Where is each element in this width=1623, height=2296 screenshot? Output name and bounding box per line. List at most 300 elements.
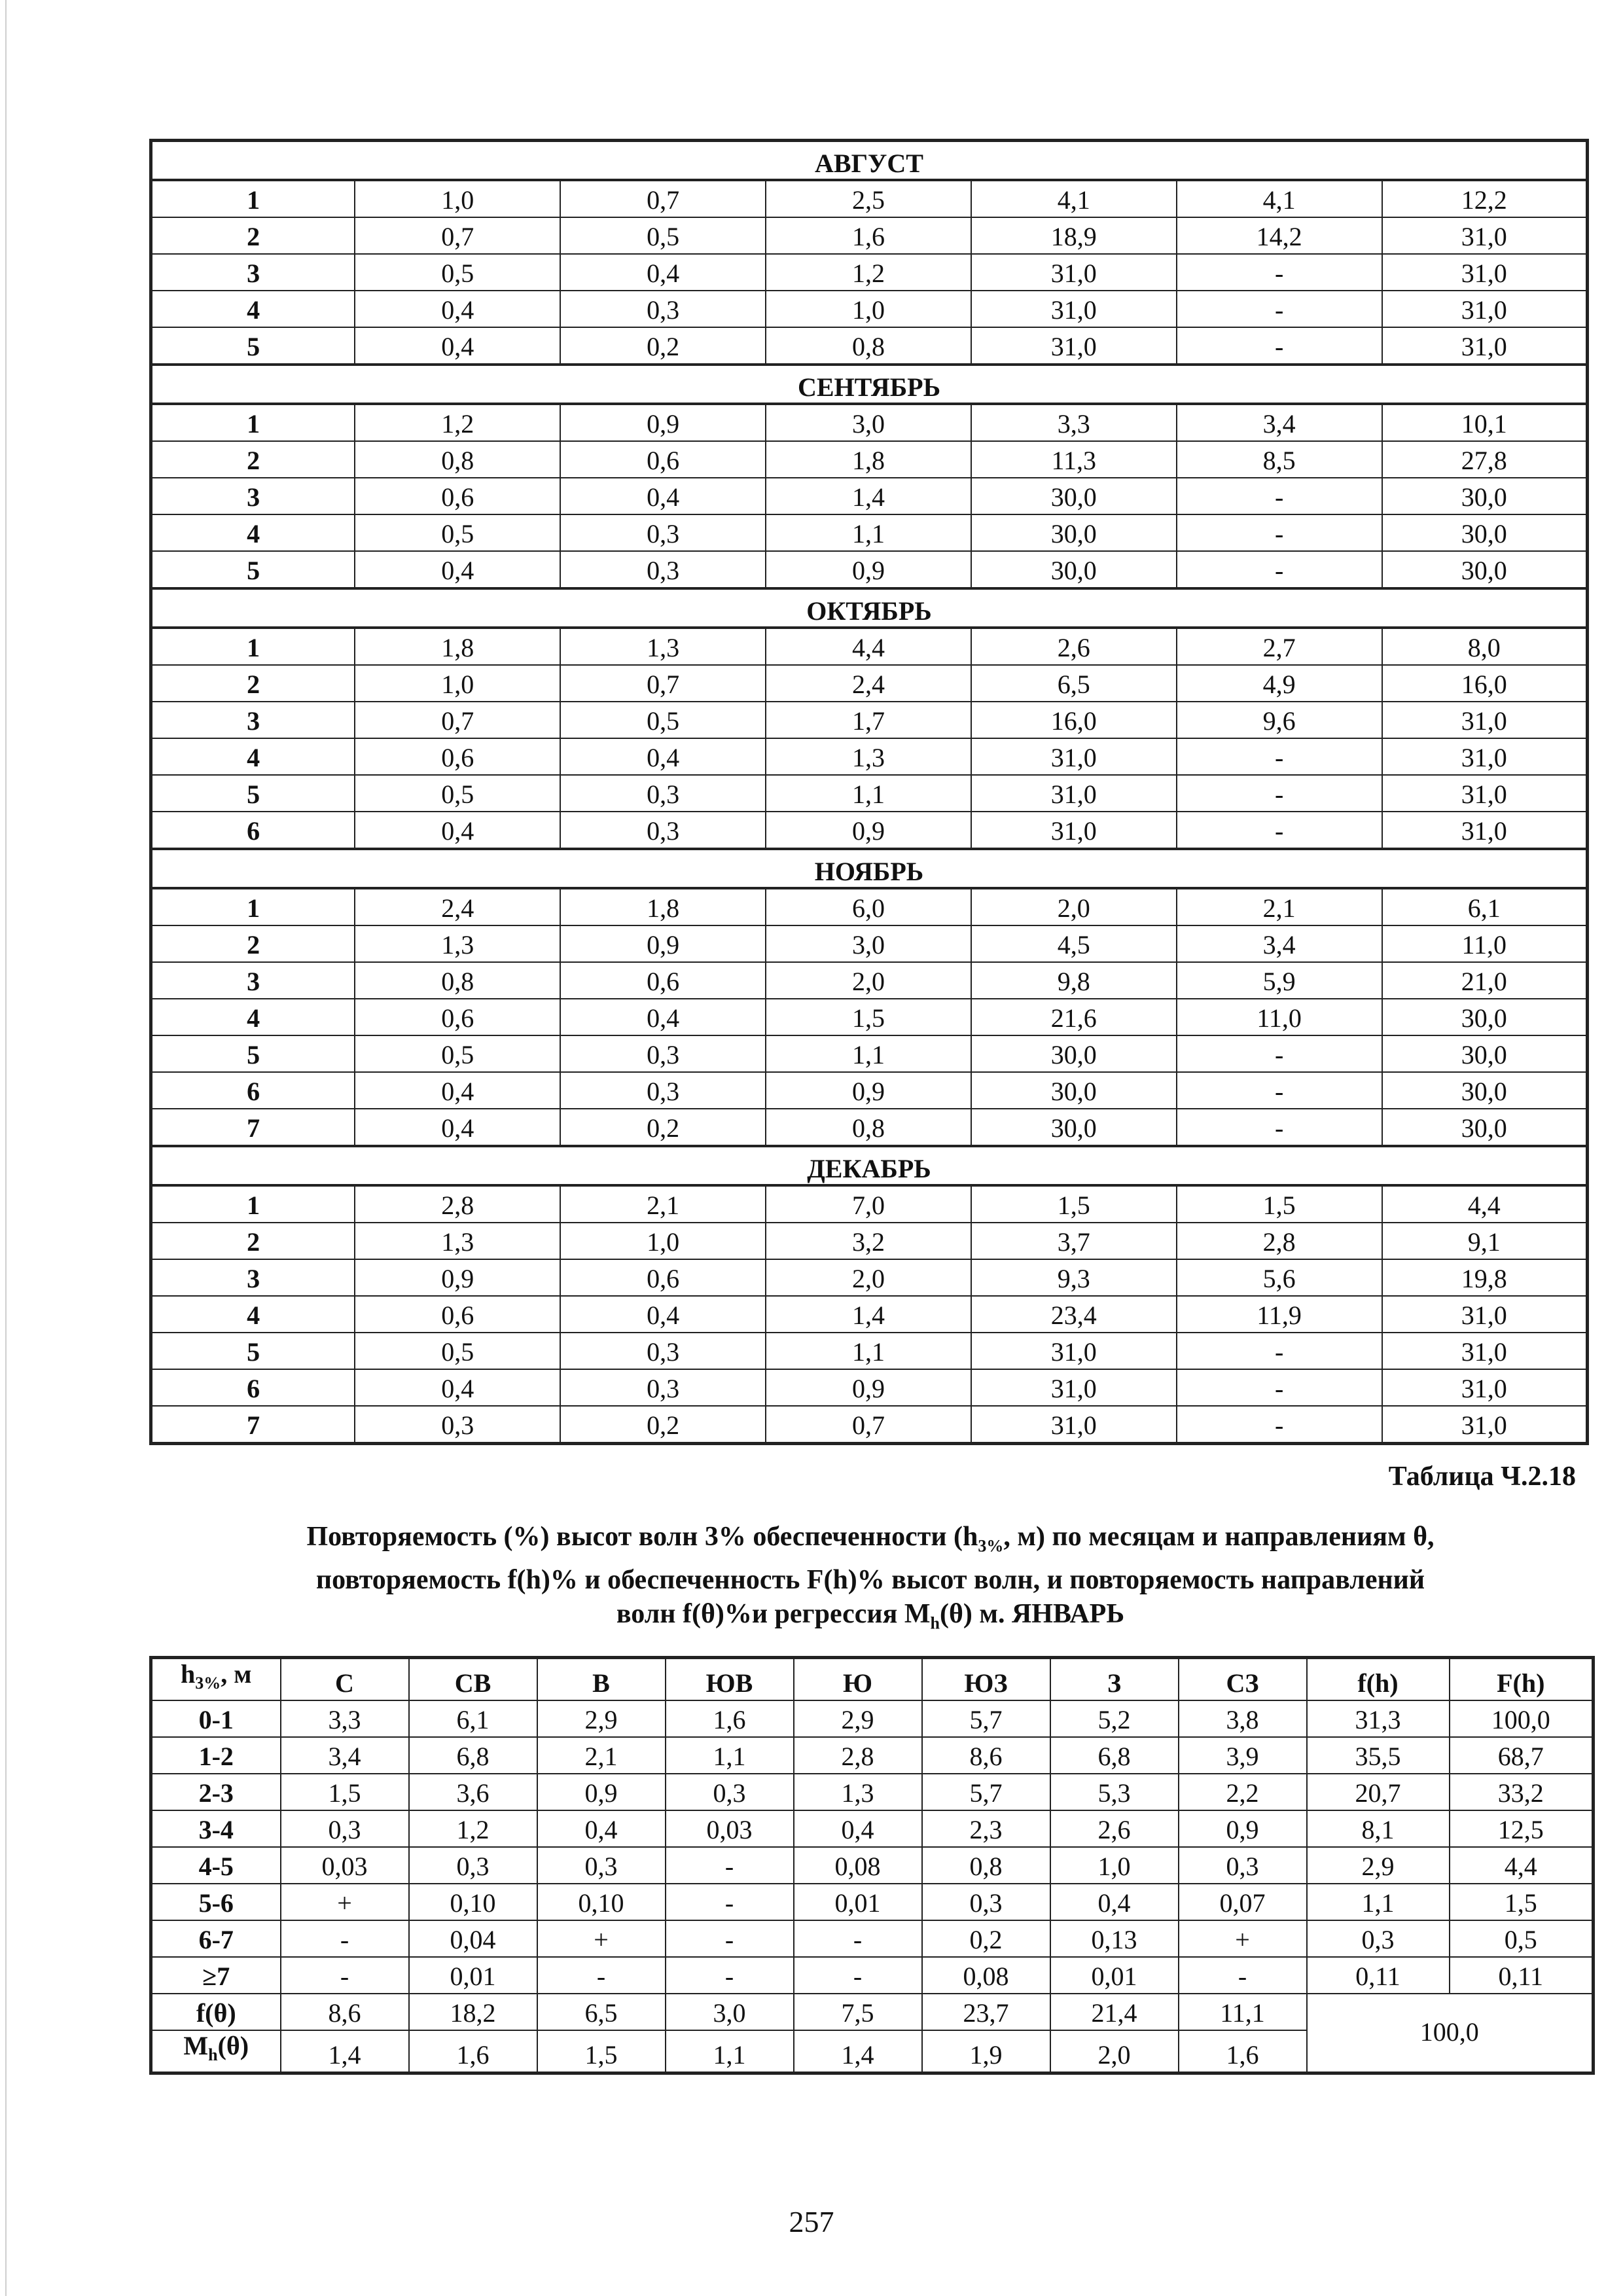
table-cell: 30,0 [1382,1072,1588,1109]
table-cell: 0,9 [766,812,971,849]
table-cell: - [666,1957,794,1994]
table-cell: 30,0 [971,1072,1177,1109]
table-cell: 0,2 [560,327,766,365]
table-cell: 31,0 [1382,738,1588,775]
column-header: Ю [794,1658,922,1701]
column-header: F(h) [1450,1658,1594,1701]
table-cell: 0,9 [1179,1810,1307,1847]
table-cell: - [1177,1072,1382,1109]
table-cell: 0,13 [1050,1920,1179,1957]
table-cell: 0,3 [560,1072,766,1109]
table-cell: 23,7 [922,1994,1050,2030]
table-row [151,999,1588,1035]
table-cell: 3,6 [409,1774,537,1810]
table-cell: 1,1 [1307,1884,1450,1920]
table-row [151,775,1588,812]
caption-line-3: волн f(θ)%и регрессия $M_h(\theta)$ м. ЯНВАРЬ [616,1599,1125,1633]
table-row [151,217,1588,254]
table-cell: 0,11 [1307,1957,1450,1994]
table-cell: + [281,1884,409,1920]
table-cell: - [794,1957,922,1994]
table-cell: - [666,1920,794,1957]
table-cell: 0,01 [409,1957,537,1994]
table-row [151,738,1588,775]
table-cell: 0,01 [794,1884,922,1920]
table-cell: 2,4 [355,888,560,925]
table-cell: 68,7 [1450,1737,1594,1774]
table-cell: 1,2 [766,254,971,291]
table-cell: 1,6 [766,217,971,254]
table-cell: 0,4 [355,1072,560,1109]
table-row [151,291,1588,327]
table-cell: 1,4 [766,1296,971,1333]
table-cell: 30,0 [1382,478,1588,514]
table-row [151,702,1588,738]
row-number: 3 [151,1259,355,1296]
table-cell: 2,9 [537,1700,666,1737]
table-cell: 5,6 [1177,1259,1382,1296]
table-cell: - [537,1957,666,1994]
table-cell: 31,0 [971,1369,1177,1406]
month-row [151,849,1588,888]
table-cell: 1,1 [766,514,971,551]
table-cell: 16,0 [1382,665,1588,702]
row-header: 1-2 [151,1737,281,1774]
table-cell: 30,0 [971,514,1177,551]
row-number: 4 [151,1296,355,1333]
table-cell: - [1177,812,1382,849]
table-cell: 2,1 [1177,888,1382,925]
table-cell: 8,6 [281,1994,409,2030]
page-number: 257 [789,2205,834,2238]
row-number: 1 [151,628,355,665]
table-cell: - [281,1920,409,1957]
table-cell: 0,3 [560,514,766,551]
table-cell: 0,7 [355,702,560,738]
month-row [151,365,1588,404]
table-cell: 0,6 [560,1259,766,1296]
table-cell: 31,0 [971,327,1177,365]
wave-height-table-january [149,1656,1595,2075]
table-cell: 6,1 [1382,888,1588,925]
table-cell: 1,8 [355,628,560,665]
table-cell: 8,1 [1307,1810,1450,1847]
row-number: 2 [151,1223,355,1259]
table-cell: 2,8 [1177,1223,1382,1259]
table-cell: 1,2 [409,1810,537,1847]
table-row [151,665,1588,702]
row-number: 7 [151,1109,355,1146]
table-cell: 0,4 [794,1810,922,1847]
row-header: f(θ) [151,1994,281,2030]
table-cell: 0,08 [922,1957,1050,1994]
table-row [151,478,1588,514]
table-cell: 8,6 [922,1737,1050,1774]
table-cell: 1,9 [922,2030,1050,2073]
table-cell: 1,4 [281,2030,409,2073]
row-number: 1 [151,888,355,925]
table-row [151,628,1588,665]
table-cell: 0,6 [560,962,766,999]
table-cell: 1,6 [666,1700,794,1737]
table-cell: 6,1 [409,1700,537,1737]
table-cell: 0,4 [355,551,560,588]
table-cell: 4,1 [1177,180,1382,217]
table-cell: 1,5 [281,1774,409,1810]
f-theta-row [151,1994,1594,2030]
table-cell: 2,2 [1179,1774,1307,1810]
table-cell: 31,0 [1382,217,1588,254]
column-header: З [1050,1658,1179,1701]
table-cell: - [666,1847,794,1884]
table-cell: 0,5 [355,1333,560,1369]
row-number: 6 [151,1072,355,1109]
table-row [151,888,1588,925]
table-row [151,327,1588,365]
table-cell: 6,5 [971,665,1177,702]
table-cell: 2,1 [560,1185,766,1223]
table-cell: 30,0 [1382,551,1588,588]
table-cell: 0,3 [1307,1920,1450,1957]
table-row [151,180,1588,217]
table-cell: 19,8 [1382,1259,1588,1296]
table-cell: 0,6 [355,478,560,514]
table-cell: 0,3 [666,1774,794,1810]
table-cell: - [1177,327,1382,365]
table-cell: 12,5 [1450,1810,1594,1847]
table-row [151,1259,1588,1296]
table-cell: 0,4 [355,812,560,849]
table-cell: - [1177,1369,1382,1406]
table-cell: 0,7 [355,217,560,254]
row-number: 1 [151,1185,355,1223]
table-cell: 0,3 [560,812,766,849]
table-cell: 1,5 [1177,1185,1382,1223]
row-number: 5 [151,551,355,588]
table-cell: 0,4 [537,1810,666,1847]
table-cell: 30,0 [971,551,1177,588]
table-cell: 4,4 [1382,1185,1588,1223]
table-cell: 12,2 [1382,180,1588,217]
table-cell: 0,2 [560,1406,766,1444]
table-cell: 1,1 [766,1333,971,1369]
column-header: СЗ [1179,1658,1307,1701]
table-cell: - [1177,254,1382,291]
table-cell: 0,5 [560,702,766,738]
table-row [151,1333,1588,1369]
table-cell: 1,6 [1179,2030,1307,2073]
table-cell: 8,5 [1177,441,1382,478]
table-cell: 31,0 [1382,702,1588,738]
table-cell: 0,07 [1179,1884,1307,1920]
table-cell: 2,7 [1177,628,1382,665]
table-cell: 31,0 [971,1406,1177,1444]
month-heading: ОКТЯБРЬ [151,588,1588,628]
table-cell: 0,01 [1050,1957,1179,1994]
table-cell: 11,3 [971,441,1177,478]
table-row [151,1884,1594,1920]
table-cell: 0,5 [355,514,560,551]
table-cell: 0,3 [560,551,766,588]
table-cell: 30,0 [1382,1035,1588,1072]
row-number: 3 [151,478,355,514]
table-row [151,1920,1594,1957]
table-cell: 2,5 [766,180,971,217]
table-cell: 0,6 [355,738,560,775]
table-cell: 1,4 [766,478,971,514]
table-cell: 1,7 [766,702,971,738]
table-cell: 0,2 [922,1920,1050,1957]
upper-table-body [151,141,1588,1444]
table-cell: - [1177,291,1382,327]
row-number: 2 [151,217,355,254]
header-row [151,1658,1594,1701]
table-cell: 7,5 [794,1994,922,2030]
table-cell: 30,0 [1382,514,1588,551]
table-cell: 5,7 [922,1774,1050,1810]
table-row [151,925,1588,962]
table-cell: 1,1 [766,1035,971,1072]
table-cell: 0,08 [794,1847,922,1884]
row-number: 7 [151,1406,355,1444]
caption-line-2: повторяемость f(h)% и обеспеченность F(h)% высот волн, и повторяемость направлений [315,1565,1425,1596]
table-row [151,1774,1594,1810]
table-cell: 6,0 [766,888,971,925]
table-cell: 4,5 [971,925,1177,962]
row-number: 2 [151,441,355,478]
table-cell: 3,0 [766,404,971,441]
table-row [151,1700,1594,1737]
month-heading: ДЕКАБРЬ [151,1146,1588,1185]
table-cell: 10,1 [1382,404,1588,441]
table-row [151,1810,1594,1847]
row-number: 1 [151,180,355,217]
row-number: 2 [151,925,355,962]
table-cell: 20,7 [1307,1774,1450,1810]
table-cell: 1,0 [560,1223,766,1259]
table-cell: - [1177,1035,1382,1072]
row-number: 4 [151,999,355,1035]
table-cell: 0,4 [560,1296,766,1333]
table-cell: 31,0 [1382,1369,1588,1406]
table-cell: 100,0 [1450,1700,1594,1737]
table-cell: 1,5 [1450,1884,1594,1920]
table-row [151,1035,1588,1072]
table-cell: + [537,1920,666,1957]
table-cell: 1,0 [355,180,560,217]
table-cell: 0,4 [355,1109,560,1146]
table-cell: 31,0 [1382,291,1588,327]
table-cell: 0,9 [766,1072,971,1109]
table-cell: 0,3 [560,1369,766,1406]
table-cell: 31,0 [971,291,1177,327]
table-cell: 3,3 [971,404,1177,441]
table-cell: - [1179,1957,1307,1994]
table-row [151,514,1588,551]
table-cell: - [666,1884,794,1920]
table-cell: 11,0 [1177,999,1382,1035]
table-cell: 4,9 [1177,665,1382,702]
table-cell: 2,6 [1050,1810,1179,1847]
table-cell: - [1177,478,1382,514]
row-number: 6 [151,1369,355,1406]
table-cell: - [1177,775,1382,812]
table-cell: 0,5 [355,775,560,812]
table-cell: 21,0 [1382,962,1588,999]
row-number: 3 [151,962,355,999]
table-cell: 0,9 [766,1369,971,1406]
row-header: ≥7 [151,1957,281,1994]
table-cell: 3,9 [1179,1737,1307,1774]
table-cell: 0,8 [766,327,971,365]
table-cell: 1,3 [355,925,560,962]
row-number: 3 [151,254,355,291]
table-cell: 27,8 [1382,441,1588,478]
table-cell: 2,4 [766,665,971,702]
table-cell: 0,3 [560,1333,766,1369]
table-cell: 1,3 [355,1223,560,1259]
table-cell: - [794,1920,922,1957]
table-cell: 0,11 [1450,1957,1594,1994]
table-cell: - [1177,551,1382,588]
table-cell: 30,0 [971,1035,1177,1072]
table-cell: 3,4 [1177,925,1382,962]
table-cell: 0,03 [281,1847,409,1884]
table-cell: 30,0 [971,478,1177,514]
column-header: f(h) [1307,1658,1450,1701]
table-cell: 8,0 [1382,628,1588,665]
table-cell: 3,2 [766,1223,971,1259]
row-number: 6 [151,812,355,849]
month-heading: НОЯБРЬ [151,849,1588,888]
table-cell: 31,0 [971,1333,1177,1369]
table-row [151,1072,1588,1109]
row-number: 4 [151,291,355,327]
table-cell: + [1179,1920,1307,1957]
table-cell: 0,3 [537,1847,666,1884]
table-cell: 5,2 [1050,1700,1179,1737]
table-cell: 1,3 [766,738,971,775]
row-header: 3-4 [151,1810,281,1847]
table-cell: 3,4 [281,1737,409,1774]
table-cell: 0,7 [560,665,766,702]
table-row [151,1847,1594,1884]
table-cell: 0,3 [355,1406,560,1444]
table-row [151,1737,1594,1774]
table-number: Таблица Ч.2.18 [1388,1462,1576,1492]
table-cell: 31,0 [971,812,1177,849]
table-cell: - [1177,1406,1382,1444]
table-cell: 5,9 [1177,962,1382,999]
row-header: 5-6 [151,1884,281,1920]
table-cell: 0,5 [355,1035,560,1072]
table-cell: 0,9 [560,404,766,441]
table-cell: 16,0 [971,702,1177,738]
table-row [151,1406,1588,1444]
row-number: 1 [151,404,355,441]
column-header: С [281,1658,409,1701]
row-header: 6-7 [151,1920,281,1957]
table-cell: 3,7 [971,1223,1177,1259]
table-cell: 0,6 [560,441,766,478]
table-cell: - [1177,1333,1382,1369]
table-cell: 31,0 [1382,1296,1588,1333]
table-cell: 18,2 [409,1994,537,2030]
table-cell: 0,9 [560,925,766,962]
month-row [151,1146,1588,1185]
table-cell: - [281,1957,409,1994]
table-cell: 1,1 [666,1737,794,1774]
column-header: ЮВ [666,1658,794,1701]
table-caption [149,1520,1592,1641]
row-number: 2 [151,665,355,702]
table-cell: 3,0 [766,925,971,962]
table-cell: 9,1 [1382,1223,1588,1259]
table-cell: 0,3 [281,1810,409,1847]
table-cell: 0,4 [560,254,766,291]
table-cell: 0,4 [560,738,766,775]
table-cell: 6,5 [537,1994,666,2030]
table-cell: 31,0 [1382,1333,1588,1369]
column-header: ЮЗ [922,1658,1050,1701]
table-cell: 2,8 [355,1185,560,1223]
total-cell: 100,0 [1307,1994,1594,2073]
table-cell: 2,0 [1050,2030,1179,2073]
table-row [151,1185,1588,1223]
table-cell: 0,5 [1450,1920,1594,1957]
table-cell: 1,4 [794,2030,922,2073]
row-number: 5 [151,775,355,812]
table-cell: 2,0 [766,1259,971,1296]
table-cell: 2,9 [1307,1847,1450,1884]
table-cell: 14,2 [1177,217,1382,254]
row-header: 0-1 [151,1700,281,1737]
table-cell: 5,7 [922,1700,1050,1737]
table-cell: 0,03 [666,1810,794,1847]
table-cell: 11,0 [1382,925,1588,962]
table-cell: 35,5 [1307,1737,1450,1774]
row-header: 2-3 [151,1774,281,1810]
table-cell: 11,1 [1179,1994,1307,2030]
table-cell: 31,0 [971,775,1177,812]
row-header: $M_h(\theta)$ [151,2030,281,2073]
table-cell: 3,4 [1177,404,1382,441]
table-cell: 0,4 [355,327,560,365]
table-row [151,404,1588,441]
table-cell: 31,0 [1382,775,1588,812]
table-cell: 0,5 [355,254,560,291]
table-cell: 1,5 [766,999,971,1035]
table-cell: 0,4 [560,478,766,514]
scan-edge [5,0,7,2296]
table-cell: 0,8 [355,962,560,999]
table-cell: 0,9 [537,1774,666,1810]
table-cell: 0,3 [1179,1847,1307,1884]
table-cell: 1,0 [355,665,560,702]
table-cell: 6,8 [1050,1737,1179,1774]
table-cell: 31,0 [1382,254,1588,291]
table-cell: 21,6 [971,999,1177,1035]
table-cell: 0,6 [355,1296,560,1333]
table-cell: 0,9 [355,1259,560,1296]
table-cell: 7,0 [766,1185,971,1223]
table-cell: 1,5 [537,2030,666,2073]
table-cell: 23,4 [971,1296,1177,1333]
table-cell: - [1177,738,1382,775]
table-cell: - [1177,1109,1382,1146]
table-cell: 1,8 [560,888,766,925]
table-row [151,441,1588,478]
